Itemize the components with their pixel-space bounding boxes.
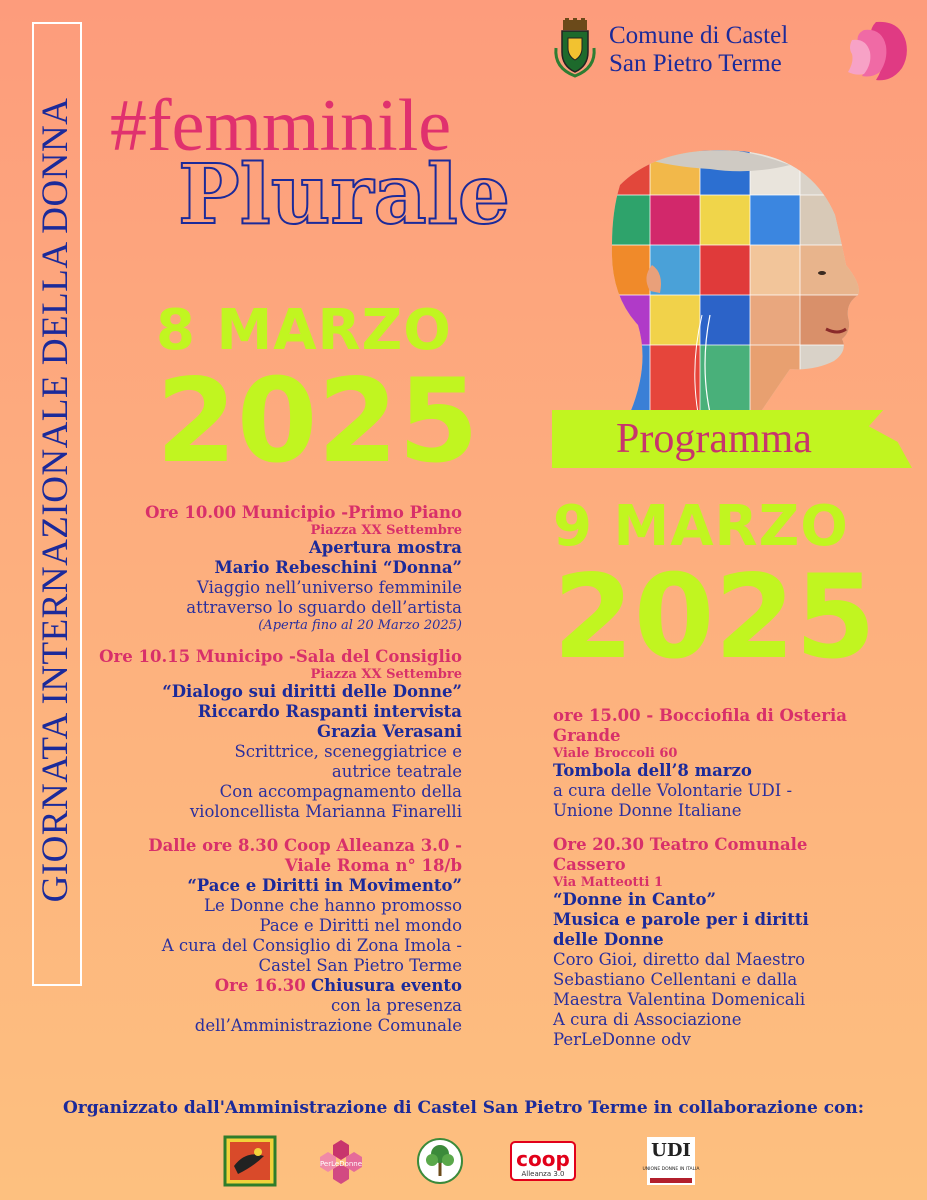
- event-title-line: Grazia Verasani: [317, 722, 462, 741]
- event-body-line: con la presenza: [330, 996, 462, 1015]
- date-9-year: 2025: [553, 550, 876, 685]
- event-time: Ore 10.15 Municipo -Sala del Consiglio: [99, 647, 462, 666]
- perleDonne-logo-text: PerLeDonne: [319, 1160, 363, 1168]
- event-time-line: Ore 20.30 Teatro Comunale: [553, 835, 808, 854]
- event-body-line: Coro Gioi, diretto dal Maestro: [553, 950, 806, 969]
- day-8-program: [92, 503, 462, 1050]
- event-title-line: Apertura mostra: [308, 538, 462, 557]
- event-body-line: PerLeDonne odv: [553, 1030, 691, 1049]
- udi-logo-subtext: UNIONE DONNE IN ITALIA: [642, 1167, 700, 1172]
- event-body-line: Sebastiano Cellentani e dalla: [553, 970, 798, 989]
- event-title-line: delle Donne: [553, 930, 664, 949]
- event-body-line: dell’Amministrazione Comunale: [194, 1016, 462, 1035]
- event-title-line: Tombola dell’8 marzo: [553, 761, 752, 780]
- partner-logos: [0, 1136, 927, 1190]
- event-tombola: [553, 706, 883, 821]
- event-time-line: ore 15.00 - Bocciofila di Osteria: [553, 706, 847, 725]
- event-title-line: “Dialogo sui diritti delle Donne”: [162, 682, 462, 701]
- event-place: Piazza XX Settembre: [310, 667, 462, 682]
- event-note: (Aperta fino al 20 Marzo 2025): [258, 618, 462, 633]
- coop-logo-icon: [510, 1136, 576, 1186]
- event-body-line: Con accompagnamento della: [219, 782, 462, 801]
- event-body-line: autrice teatrale: [331, 762, 462, 781]
- event-body-line: Pace e Diritti nel mondo: [259, 916, 462, 935]
- puzzle-woman-head-illustration: [590, 145, 870, 415]
- organizer-footer: Organizzato dall'Amministrazione di Castel San Pietro Terme in collaborazione con:: [62, 1098, 865, 1118]
- event-title-line: “Pace e Diritti in Movimento”: [187, 876, 462, 895]
- date-8-year: 2025: [156, 354, 479, 489]
- vertical-title: GIORNATA INTERNAZIONALE DELLA DONNA: [34, 97, 76, 903]
- title-plurale: Plurale: [178, 147, 511, 243]
- circle-tree-logo-icon: [416, 1136, 464, 1186]
- coop-logo-text: coop: [516, 1147, 570, 1171]
- date-8-day: 8 MARZO: [156, 298, 452, 363]
- event-body-line: Viaggio nell’universo femminile: [196, 578, 462, 597]
- closing-event-line: [92, 976, 462, 996]
- event-pace-diritti: [92, 836, 462, 1036]
- event-dialogo: [92, 647, 462, 822]
- udi-logo-text: UDI: [651, 1140, 691, 1161]
- udi-logo-icon: [642, 1136, 700, 1186]
- comune-line-2: San Pietro Terme: [609, 50, 782, 77]
- event-title-line: Mario Rebeschini “Donna”: [214, 558, 462, 577]
- event-title-line: Musica e parole per i diritti: [553, 910, 809, 929]
- event-body-line: a cura delle Volontarie UDI -: [553, 781, 793, 800]
- event-place: Via Matteotti 1: [553, 875, 664, 890]
- closing-title: Chiusura evento: [310, 976, 462, 995]
- date-9-day: 9 MARZO: [553, 494, 849, 559]
- day-9-program: [553, 706, 883, 1064]
- header: [552, 18, 912, 88]
- event-donne-in-canto: [553, 835, 883, 1050]
- consiglio-di-zona-logo-icon: [224, 1136, 276, 1186]
- event-time-line: Viale Roma n° 18/b: [284, 856, 462, 875]
- perleDonne-logo-icon: [316, 1136, 366, 1186]
- event-time-line: Grande: [553, 726, 621, 745]
- event-body-line: Maestra Valentina Domenicali: [553, 990, 806, 1009]
- woman-profile-logo-icon: [842, 16, 912, 86]
- comune-line-1: Comune di Castel: [609, 22, 789, 49]
- event-mostra: [92, 503, 462, 633]
- event-title-line: “Donne in Canto”: [553, 890, 716, 909]
- event-body-line: A cura di Associazione: [553, 1010, 742, 1029]
- closing-time: Ore 16.30: [214, 976, 306, 995]
- event-body-line: Scrittrice, sceneggiatrice e: [234, 742, 462, 761]
- event-time: Ore 10.00 Municipio -Primo Piano: [145, 503, 462, 522]
- programma-label: Programma: [616, 416, 812, 462]
- title-hashtag: #femminile: [110, 85, 452, 167]
- event-body-line: Unione Donne Italiane: [553, 801, 742, 820]
- event-title-line: Riccardo Raspanti intervista: [197, 702, 462, 721]
- coop-logo-subtext: Alleanza 3.0: [521, 1170, 565, 1178]
- event-body-line: Castel San Pietro Terme: [258, 956, 462, 975]
- event-place: Piazza XX Settembre: [310, 523, 462, 538]
- event-body-line: violoncellista Marianna Finarelli: [189, 802, 462, 821]
- comune-name: [609, 22, 788, 78]
- event-time-line: Cassero: [553, 855, 626, 874]
- event-place: Viale Broccoli 60: [553, 746, 678, 761]
- event-time-line: Dalle ore 8.30 Coop Alleanza 3.0 -: [148, 836, 462, 855]
- event-body-line: A cura del Consiglio di Zona Imola -: [161, 936, 462, 955]
- event-body-line: Le Donne che hanno promosso: [204, 896, 462, 915]
- coat-of-arms-icon: [554, 18, 596, 78]
- event-body-line: attraverso lo sguardo dell’artista: [186, 598, 462, 617]
